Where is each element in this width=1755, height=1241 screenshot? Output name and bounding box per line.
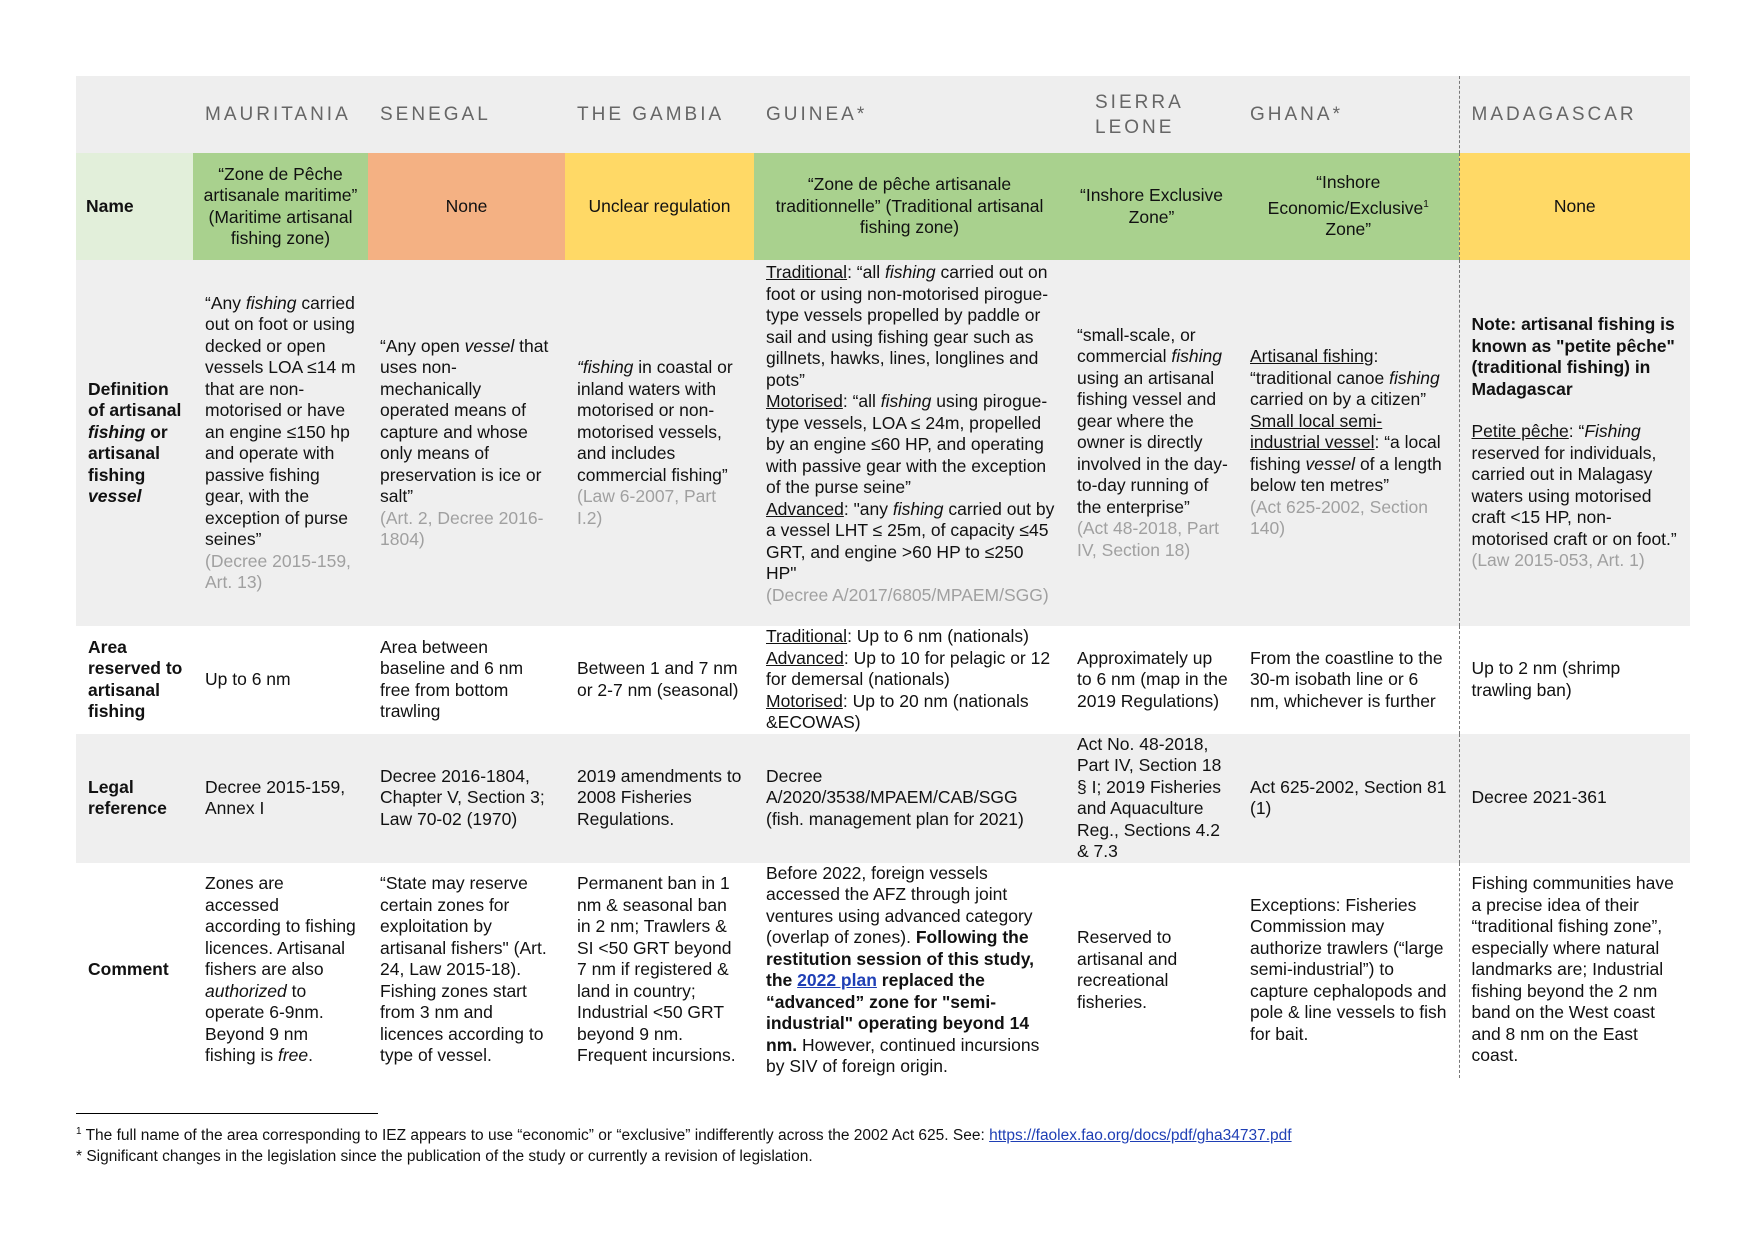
- header-madagascar: MADAGASCAR: [1459, 76, 1690, 153]
- comment-row: [76, 863, 1690, 1078]
- area-madagascar: Up to 2 nm (shrimp trawling ban): [1459, 626, 1690, 734]
- row-label-definition: [76, 260, 193, 626]
- legal-citation: (Decree A/2017/6805/MPAEM/SGG): [766, 584, 1049, 605]
- madagascar-note: Note: artisanal fishing is known as "petite pêche" (traditional fishing) in Madagascar: [1471, 314, 1675, 399]
- definition-text: vessel: [1305, 453, 1356, 474]
- comment-text: Following the restitution session of this study, the: [766, 927, 1035, 990]
- definition-text: fishing: [245, 292, 297, 313]
- header-gambia: THE GAMBIA: [565, 76, 754, 153]
- definition-guinea: [754, 260, 1065, 626]
- comparison-table: [76, 76, 1690, 1078]
- legal-guinea: Decree A/2020/3538/MPAEM/CAB/SGG (fish. management plan for 2021): [754, 734, 1065, 863]
- definition-text: of a length below ten metres”: [1250, 453, 1442, 496]
- definition-text: using pirogue-type vessels, LOA ≤ 24m, propelled by an engine ≤60 HP, and operating with passive gear with the exception of the purse seine”: [766, 391, 1048, 497]
- header-sierra-leone: SIERRA LEONE: [1065, 76, 1238, 153]
- definition-text: fishing: [892, 498, 944, 519]
- row-label-area: Area reserved to artisanal fishing: [88, 636, 183, 722]
- comment-text: Before 2022, foreign vessels accessed the AFZ through joint ventures using advanced category (overlap of zones).: [766, 862, 1033, 947]
- category-label: Traditional: [766, 262, 848, 282]
- category-label: Petite pêche: [1471, 421, 1569, 442]
- definition-text: “fishing: [577, 357, 634, 377]
- comment-senegal: “State may reserve certain zones for exploitation by artisanal fishers" (Art. 24, Law 2015-18). Fishing zones start from 3 nm and licences according to type of vessel.: [380, 873, 547, 1066]
- definition-text: “small-scale, or commercial: [1077, 324, 1196, 367]
- header-row: [76, 76, 1690, 153]
- label-part: or artisanal fishing: [88, 421, 168, 485]
- definition-text: carried out on foot or using decked or open vessels LOA ≤14 m that are non-motorised or have an engine ≤150 hp and operate with passive fishing gear, with the exception of purse seines”: [205, 292, 356, 549]
- definition-text: carried on by a citizen”: [1250, 389, 1427, 410]
- category-label: Traditional: [766, 626, 848, 646]
- legal-citation: (Law 6-2007, Part I.2): [577, 486, 717, 528]
- legal-mauritania: Decree 2015-159, Annex I: [193, 734, 368, 863]
- area-guinea: [754, 626, 1065, 734]
- area-row: [76, 626, 1690, 734]
- definition-text: : “all: [842, 391, 876, 411]
- plan-2022-link[interactable]: 2022 plan: [797, 970, 877, 990]
- definition-text: : “a local fishing: [1250, 432, 1441, 474]
- definition-sierra-leone: [1065, 260, 1238, 626]
- comment-text: to operate 6-9nm. Beyond 9 nm fishing is: [205, 980, 324, 1066]
- area-ghana: From the coastline to the 30-m isobath line or 6 nm, whichever is further: [1250, 647, 1443, 711]
- definition-text: carried out by a vessel LHT ≤ 25m, of capacity ≤45 GRT, and engine >60 HP to ≤250 HP": [766, 498, 1055, 583]
- header-empty: [76, 76, 193, 153]
- name-cell-senegal: None: [368, 153, 565, 260]
- definition-text: “Any: [205, 292, 241, 313]
- comment-gambia: Permanent ban in 1 nm & seasonal ban in 2 nm; Trawlers & SI <50 GRT beyond 7 nm if registered & land in country; Industrial <50 GRT beyond 9 nm. Frequent incursions.: [577, 873, 736, 1066]
- label-part: fishing: [88, 421, 146, 442]
- definition-text: carried out on foot or using non-motorised pirogue-type vessels propelled by paddle or sail and using fishing gear such as gillnets, hawks, lines, longlines and pots”: [766, 262, 1049, 390]
- area-senegal: Area between baseline and 6 nm free from bottom trawling: [380, 636, 524, 722]
- legal-citation: (Law 2015-053, Art. 1): [1471, 550, 1645, 571]
- footnote-ref: 1: [1423, 198, 1429, 210]
- legal-madagascar: Decree 2021-361: [1459, 734, 1690, 863]
- legal-ghana: Act 625-2002, Section 81 (1): [1238, 734, 1459, 863]
- comment-madagascar: Fishing communities have a precise idea of their “traditional fishing zone”, especially where natural landmarks are; Industrial fishing beyond the 2 nm band on the West coast and 8 nm on the East coast.: [1459, 863, 1690, 1078]
- definition-text: fishing: [885, 262, 936, 282]
- legal-citation: (Art. 2, Decree 2016-1804): [380, 507, 544, 549]
- definition-text: : "any: [843, 498, 888, 519]
- definition-text: using an artisanal fishing vessel and gear where the owner is directly involved in the day-to-day running of the enterprise”: [1077, 367, 1228, 517]
- definition-text: reserved for individuals, carried out in Malagasy waters using motorised craft <15 HP, non-motorised craft or on foot.”: [1471, 442, 1677, 549]
- name-cell-madagascar: None: [1459, 153, 1690, 260]
- definition-text: Fishing: [1584, 421, 1641, 442]
- footnotes: [76, 1113, 1690, 1167]
- area-mauritania: Up to 6 nm: [205, 669, 291, 689]
- footnote-2: * Significant changes in the legislation since the publication of the study or currently a revision of legislation.: [76, 1148, 813, 1166]
- footnote-1: [76, 1121, 1690, 1146]
- label-part: vessel: [88, 486, 142, 506]
- category-label: Motorised: [766, 690, 843, 711]
- definition-text: that uses non-mechanically operated means of capture and whose only means of preservation is ice or salt”: [380, 335, 549, 506]
- name-cell-ghana: “Inshore Economic/Exclusive$^1$ Zone”: [1238, 153, 1459, 260]
- definition-text: fishing: [1389, 367, 1440, 388]
- faolex-link[interactable]: https://faolex.fao.org/docs/pdf/gha34737.pdf: [989, 1127, 1292, 1145]
- header-ghana: GHANA*: [1238, 76, 1459, 153]
- petite-peche-definition: [1472, 421, 1681, 572]
- comment-sierra-leone: Reserved to artisanal and recreational fisheries.: [1077, 927, 1178, 1012]
- definition-text: : “traditional canoe: [1250, 346, 1385, 388]
- legal-sierra-leone: Act No. 48-2018, Part IV, Section 18 § I; 2019 Fisheries and Aquaculture Reg., Sections 4.2 & 7.3: [1065, 734, 1238, 863]
- definition-row: [76, 260, 1690, 626]
- area-sierra-leone: Approximately up to 6 nm (map in the 2019 Regulations): [1077, 647, 1228, 711]
- name-cell-mauritania: “Zone de Pêche artisanale maritime” (Maritime artisanal fishing zone): [193, 153, 368, 260]
- legal-citation: (Decree 2015-159, Art. 13): [205, 550, 351, 592]
- comment-text: free: [277, 1045, 309, 1066]
- definition-madagascar: [1459, 260, 1690, 626]
- comment-text: However, continued incursions by SIV of foreign origin.: [766, 1034, 1040, 1076]
- definition-text: vessel: [464, 335, 515, 356]
- legal-gambia: 2019 amendments to 2008 Fisheries Regulations.: [565, 734, 754, 863]
- definition-gambia: [565, 260, 754, 626]
- comment-text: Zones are accessed according to fishing licences. Artisanal fishers are also: [205, 873, 356, 980]
- category-label: Advanced: [766, 498, 844, 519]
- label-part: Definition of artisanal: [88, 378, 182, 420]
- row-label-comment: Comment: [88, 959, 169, 980]
- definition-text: fishing: [880, 391, 932, 411]
- area-text: : Up to 20 nm (nationals &ECOWAS): [766, 690, 1029, 732]
- legal-senegal: Decree 2016-1804, Chapter V, Section 3; Law 70-02 (1970): [368, 734, 565, 863]
- legal-citation: (Act 625-2002, Section 140): [1250, 496, 1429, 539]
- footnote-text: The full name of the area corresponding to IEZ appears to use “economic” or “exclusive” indifferently across the 2002 Act 625. See:: [85, 1127, 985, 1145]
- name-cell-gambia: Unclear regulation: [565, 153, 754, 260]
- definition-text: “Any open: [380, 335, 460, 356]
- definition-text: in coastal or inland waters with motorised or non-motorised vessels, and includes commercial fishing”: [577, 357, 733, 485]
- comparison-table-page: [76, 76, 1690, 1078]
- category-label: Small local semi-industrial vessel: [1250, 410, 1383, 453]
- area-gambia: Between 1 and 7 nm or 2-7 nm (seasonal): [577, 658, 739, 700]
- comment-text: .: [308, 1045, 313, 1066]
- comment-text: authorized: [205, 980, 287, 1001]
- comment-text: replaced the “advanced” zone for "semi-industrial" operating beyond 14 nm.: [766, 970, 1030, 1055]
- footnote-divider: [76, 1113, 378, 1114]
- definition-text: : “all: [847, 262, 881, 282]
- comment-ghana: Exceptions: Fisheries Commission may authorize trawlers (“large semi-industrial”) to capture cephalopods and pole & line vessels to fish for bait.: [1250, 894, 1447, 1044]
- header-guinea: GUINEA*: [754, 76, 1065, 153]
- name-cell-guinea: “Zone de pêche artisanale traditionnelle” (Traditional artisanal fishing zone): [754, 153, 1065, 260]
- category-label: Motorised: [766, 391, 843, 411]
- area-text: : Up to 6 nm (nationals): [847, 626, 1029, 646]
- row-label-name: Name: [76, 153, 193, 260]
- row-label-legal: Legal reference: [76, 734, 193, 863]
- definition-text: : “: [1568, 421, 1585, 442]
- legal-citation: (Act 48-2018, Part IV, Section 18): [1077, 518, 1220, 560]
- definition-ghana: [1238, 260, 1459, 626]
- legal-reference-row: [76, 734, 1690, 863]
- category-label: Advanced: [766, 647, 844, 668]
- definition-text: fishing: [1171, 346, 1222, 367]
- comment-mauritania: [193, 863, 368, 1078]
- header-senegal: SENEGAL: [368, 76, 565, 153]
- category-label: Artisanal fishing: [1250, 346, 1374, 367]
- footnote-number: 1: [76, 1126, 82, 1137]
- header-mauritania: MAURITANIA: [193, 76, 368, 153]
- name-cell-sierra-leone: “Inshore Exclusive Zone”: [1065, 153, 1238, 260]
- definition-mauritania: [193, 260, 368, 626]
- comment-guinea: [754, 863, 1065, 1078]
- area-text: : Up to 10 for pelagic or 12 for demersal (nationals): [766, 647, 1051, 689]
- definition-senegal: [368, 260, 565, 626]
- name-row: [76, 153, 1690, 260]
